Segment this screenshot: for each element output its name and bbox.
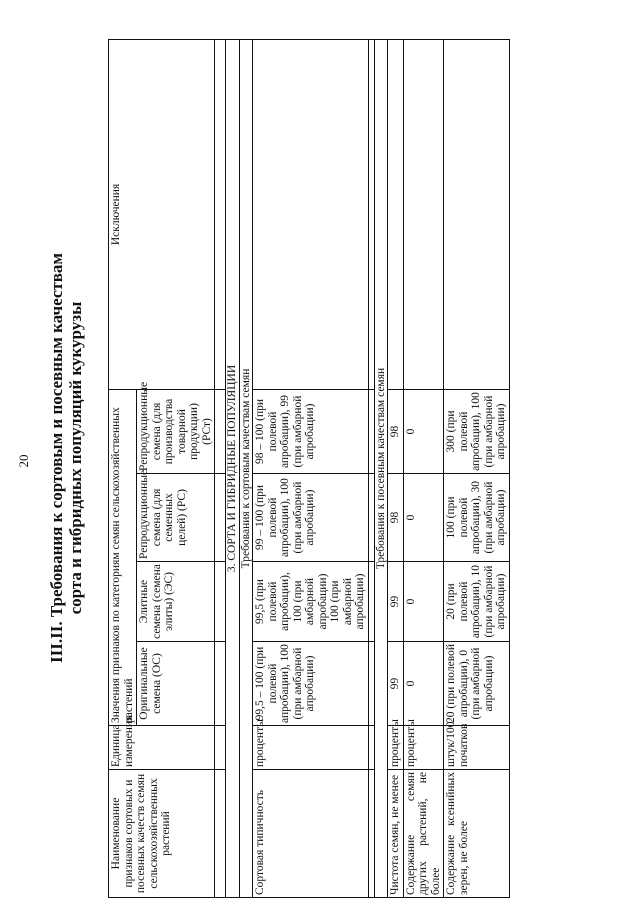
cell-xenia-exc bbox=[444, 39, 510, 389]
cell-typicity-rst: 98 – 100 (при полевой апробации), 99 (при амбарной апробации) bbox=[253, 389, 369, 473]
cell-purity-es: 99 bbox=[388, 562, 404, 642]
header-rst: Репродукционные семена (для производства товарной продукции) (РСт) bbox=[137, 389, 215, 473]
cell-xenia-unit: штук/100 початков bbox=[444, 726, 510, 770]
header-category-group: Значения признаков по категориям семян сельскохозяйственных растений bbox=[109, 389, 137, 725]
cell-xenia-os: 20 (при полевой апробации), 0 (при амбарной апробации) bbox=[444, 642, 510, 726]
table-row-xenia bbox=[444, 39, 510, 897]
subsection-sowing: Требования к посевным качествам семян bbox=[374, 39, 388, 897]
cell-other-seeds-rs: 0 bbox=[403, 474, 444, 562]
requirements-table bbox=[108, 39, 510, 898]
title-line-2: сорта и гибридных популяций кукурузы bbox=[66, 301, 85, 615]
cell-typicity-name: Сортовая типичность bbox=[253, 770, 369, 898]
subsection-row-varietal bbox=[239, 39, 253, 897]
cell-purity-rs: 98 bbox=[388, 474, 404, 562]
table-row-typicity bbox=[253, 39, 369, 897]
header-rs: Репродукционные семена (для семенных целей) (РС) bbox=[137, 474, 215, 562]
cell-purity-rst: 98 bbox=[388, 389, 404, 473]
table-row-purity bbox=[388, 39, 404, 897]
cell-other-seeds-rst: 0 bbox=[403, 389, 444, 473]
section-row bbox=[226, 39, 240, 897]
header-indicator: Наименование признаков сортовых и посевных качеств семян сельскохозяйственных растений bbox=[109, 770, 215, 898]
cell-other-seeds-unit: проценты bbox=[403, 726, 444, 770]
cell-purity-unit: проценты bbox=[388, 726, 404, 770]
table-row-other-seeds bbox=[403, 39, 444, 897]
section-title: 3. СОРТА И ГИБРИДНЫЕ ПОПУЛЯЦИИ bbox=[226, 39, 240, 897]
page-title bbox=[47, 98, 85, 818]
subsection-varietal: Требования к сортовым качествам семян bbox=[239, 39, 253, 897]
title-line-1: III.II. Требования к сортовым и посевным качествам bbox=[47, 253, 66, 663]
cell-purity-os: 99 bbox=[388, 642, 404, 726]
cell-other-seeds-os: 0 bbox=[403, 642, 444, 726]
header-os: Оригинальные семена (ОС) bbox=[137, 642, 215, 726]
spacer-row bbox=[215, 39, 226, 897]
header-unit: Единица измерения bbox=[109, 726, 215, 770]
cell-xenia-es: 20 (при полевой апробации), 10 (при амбарной апробации) bbox=[444, 562, 510, 642]
header-es: Элитные семена (семена элиты) (ЭС) bbox=[137, 562, 215, 642]
cell-purity-name: Чистота семян, не менее bbox=[388, 770, 404, 898]
cell-xenia-name: Содержание ксенийных зерен, не более bbox=[444, 770, 510, 898]
cell-other-seeds-exc bbox=[403, 39, 444, 389]
page-number: 20 bbox=[16, 454, 31, 468]
cell-typicity-es: 99,5 (при полевой апробации), 100 (при амбарной апробации) 100 (при амбарной апробации) bbox=[253, 562, 369, 642]
cell-typicity-unit: проценты bbox=[253, 726, 369, 770]
cell-typicity-os: 99,5 – 100 (при полевой апробации), 100 (при амбарной апробации) bbox=[253, 642, 369, 726]
subsection-row-sowing bbox=[374, 39, 388, 897]
cell-typicity-rs: 99 – 100 (при полевой апробации), 100 (при амбарной апробации) bbox=[253, 474, 369, 562]
cell-purity-exc bbox=[388, 39, 404, 389]
header-row-1 bbox=[109, 39, 137, 897]
cell-typicity-exc bbox=[253, 39, 369, 389]
cell-other-seeds-es: 0 bbox=[403, 562, 444, 642]
cell-xenia-rs: 100 (при полевой апробации), 30 (при амбарной апробации) bbox=[444, 474, 510, 562]
cell-other-seeds-name: Содержание семян других растений, не более bbox=[403, 770, 444, 898]
cell-xenia-rst: 300 (при полевой апробации), 100 (при амбарной апробации) bbox=[444, 389, 510, 473]
header-exceptions: Исключения bbox=[109, 39, 215, 389]
